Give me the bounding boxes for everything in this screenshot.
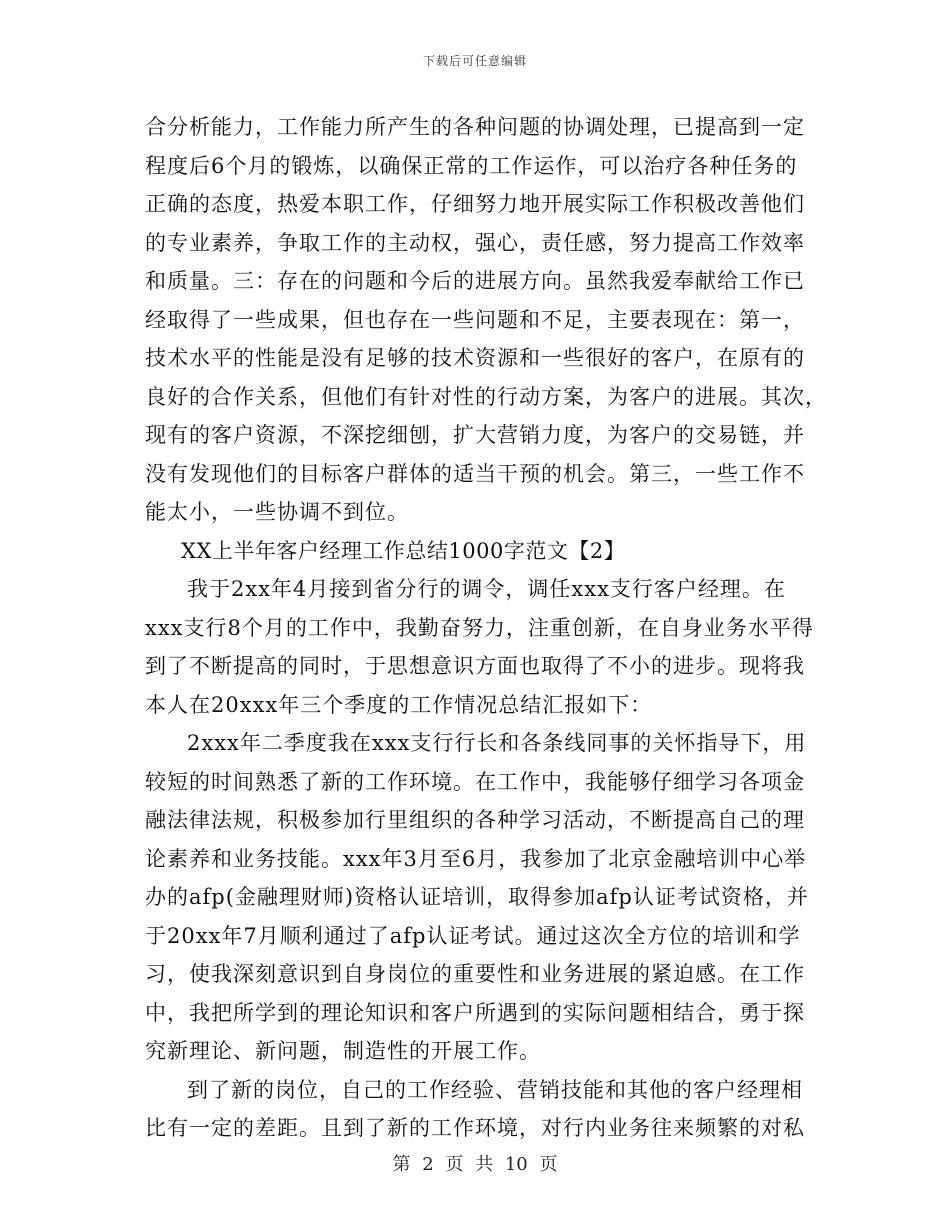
page-number-footer: 第 2 页 共 10 页 [392,1154,558,1175]
body-line: 2xxx年二季度我在xxx支行行长和各条线同事的关怀指导下，用 [187,731,807,755]
body-line: 现有的客户资源，不深挖细刨，扩大营销力度，为客户的交易链，并 [145,423,805,447]
body-line: 究新理论、新问题，制造性的开展工作。 [145,1039,541,1063]
body-line: 技术水平的性能是没有足够的技术资源和一些很好的客户，在原有的 [145,346,805,370]
body-line: 较短的时间熟悉了新的工作环境。在工作中，我能够仔细学习各项金 [145,769,805,794]
body-line: 到了新的岗位，自己的工作经验、营销技能和其他的客户经理相 [187,1077,803,1102]
body-line: 和质量。三：存在的问题和今后的进展方向。虽然我爱奉献给工作已 [145,269,805,293]
body-line: 论素养和业务技能。xxx年3月至6月，我参加了北京金融培训中心举 [145,846,807,871]
body-line: 到了不断提高的同时，于思想意识方面也取得了不小的进步。现将我 [145,654,805,678]
body-line: 比有一定的差距。且到了新的工作环境，对行内业务往来频繁的对私 [145,1116,805,1140]
section-heading: XX上半年客户经理工作总结1000字范文【2】 [181,538,626,563]
body-line: 办的afp(金融理财师)资格认证培训，取得参加afp认证考试资格，并 [145,885,809,909]
body-line: 于20xx年7月顺利通过了afp认证考试。通过这次全方位的培训和学 [145,923,801,948]
body-line: xxx支行8个月的工作中，我勤奋努力，注重创新，在自身业务水平得 [145,615,814,640]
body-line: 没有发现他们的目标客户群体的适当干预的机会。第三，一些工作不 [145,461,805,486]
body-line: 正确的态度，热爱本职工作，仔细努力地开展实际工作积极改善他们 [145,192,805,216]
body-line: 良好的合作关系，但他们有针对性的行动方案，为客户的进展。其次， [145,384,827,409]
body-line: 的专业素养，争取工作的主动权，强心，责任感，努力提高工作效率 [145,230,805,255]
body-line: 能太小，一些协调不到位。 [145,500,409,524]
page-header-note: 下载后可任意编辑 [422,54,527,68]
body-line: 经取得了一些成果，但也存在一些问题和不足，主要表现在：第一， [145,307,805,332]
body-line: 程度后6个月的锻炼，以确保正常的工作运作，可以治疗各种任务的 [145,153,798,178]
body-line: 本人在20xxx年三个季度的工作情况总结汇报如下： [145,692,653,717]
body-line: 中，我把所学到的理论知识和客户所遇到的实际问题相结合，勇于探 [145,1000,805,1025]
body-line: 我于2xx年4月接到省分行的调令，调任xxx支行客户经理。在 [187,577,786,601]
body-line: 习，使我深刻意识到自身岗位的重要性和业务进展的紧迫感。在工作 [145,962,805,986]
body-line: 融法律法规，积极参加行里组织的各种学习活动，不断提高自己的理 [145,808,805,832]
document-body [145,108,827,1148]
body-line: 合分析能力，工作能力所产生的各种问题的协调处理，已提高到一定 [145,115,805,139]
